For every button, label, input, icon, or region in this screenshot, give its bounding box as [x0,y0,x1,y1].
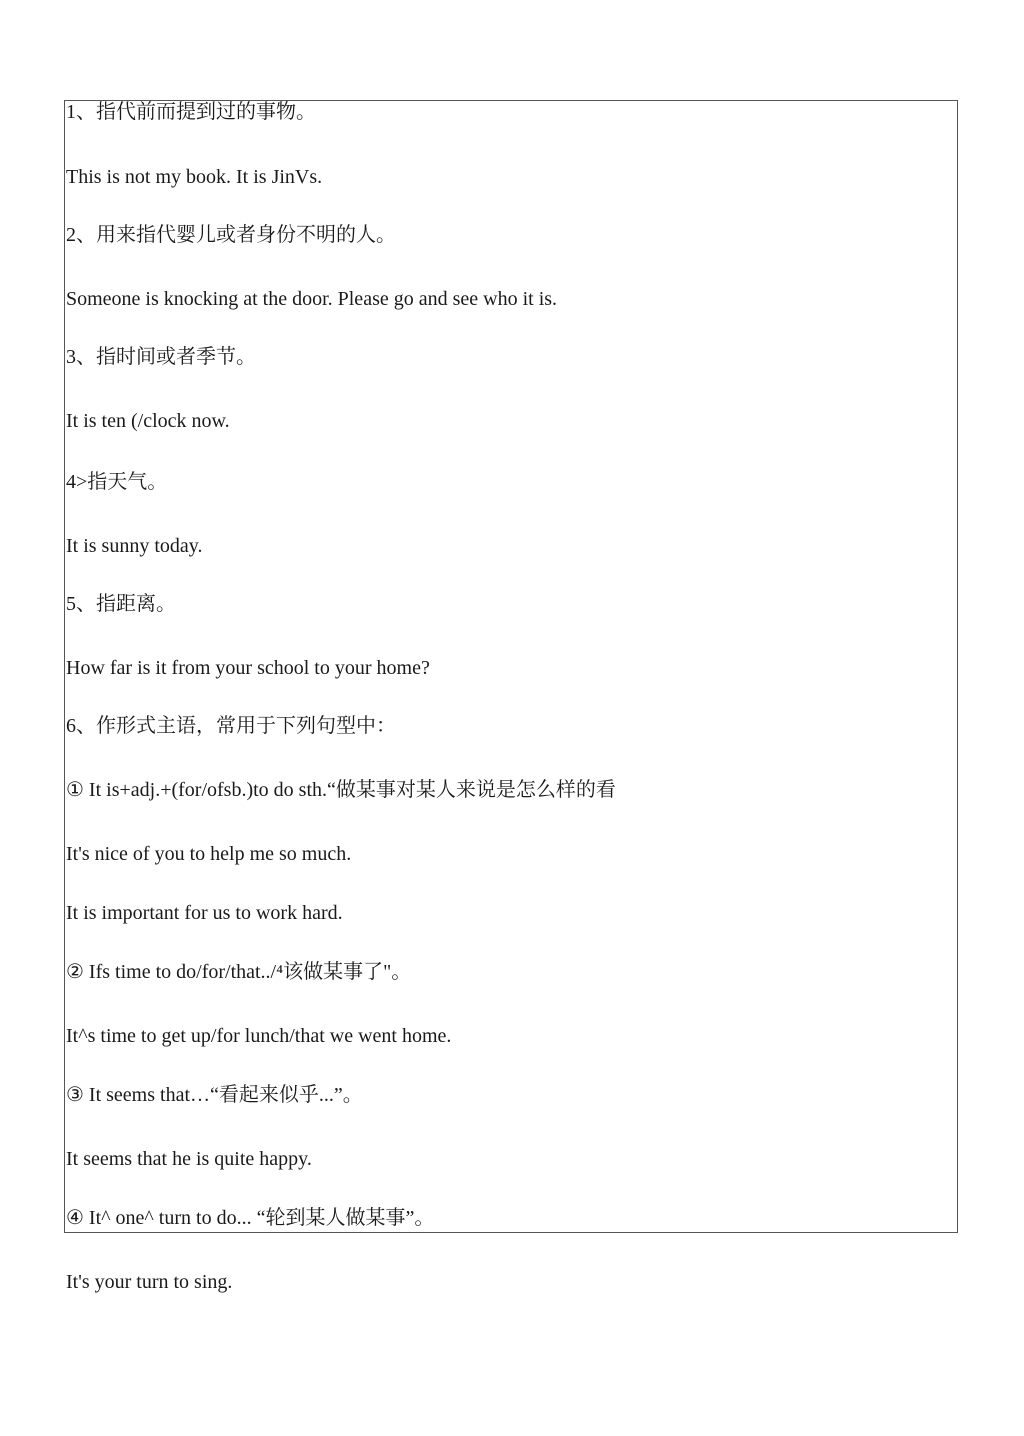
pattern-4-example: It's your turn to sing. [66,1271,233,1293]
pattern-3: ③ It seems that…“看起来似乎...”。 [66,1084,363,1106]
rule-3-heading: 3、指时间或者季节。 [66,346,256,368]
pattern-2: ② Ifs time to do/for/that../⁴该做某事了"。 [66,961,412,983]
rule-5-heading: 5、指距离。 [66,593,176,615]
rule-4-example: It is sunny today. [66,535,203,557]
pattern-1: ① It is+adj.+(for/ofsb.)to do sth.“做某事对某人来说是怎么样的看 [66,779,616,801]
pattern-4: ④ It^ one^ turn to do... “轮到某人做某事”。 [66,1207,435,1229]
rule-6-heading: 6、作形式主语，常用于下列句型中： [66,715,396,737]
rule-2-heading: 2、用来指代婴儿或者身份不明的人。 [66,224,396,246]
pattern-3-example: It seems that he is quite happy. [66,1148,312,1170]
rule-4-heading: 4>指天气。 [66,471,168,493]
pattern-1-example-1: It's nice of you to help me so much. [66,843,352,865]
rule-5-example: How far is it from your school to your home? [66,657,430,679]
rule-1-heading: 1、指代前而提到过的事物。 [66,101,316,123]
rule-3-example: It is ten (/clock now. [66,410,230,432]
rule-1-example: This is not my book. It is JinVs. [66,166,323,188]
pattern-1-example-2: It is important for us to work hard. [66,902,343,924]
rule-2-example: Someone is knocking at the door. Please go and see who it is. [66,288,558,310]
pattern-2-example: It^s time to get up/for lunch/that we went home. [66,1025,452,1047]
